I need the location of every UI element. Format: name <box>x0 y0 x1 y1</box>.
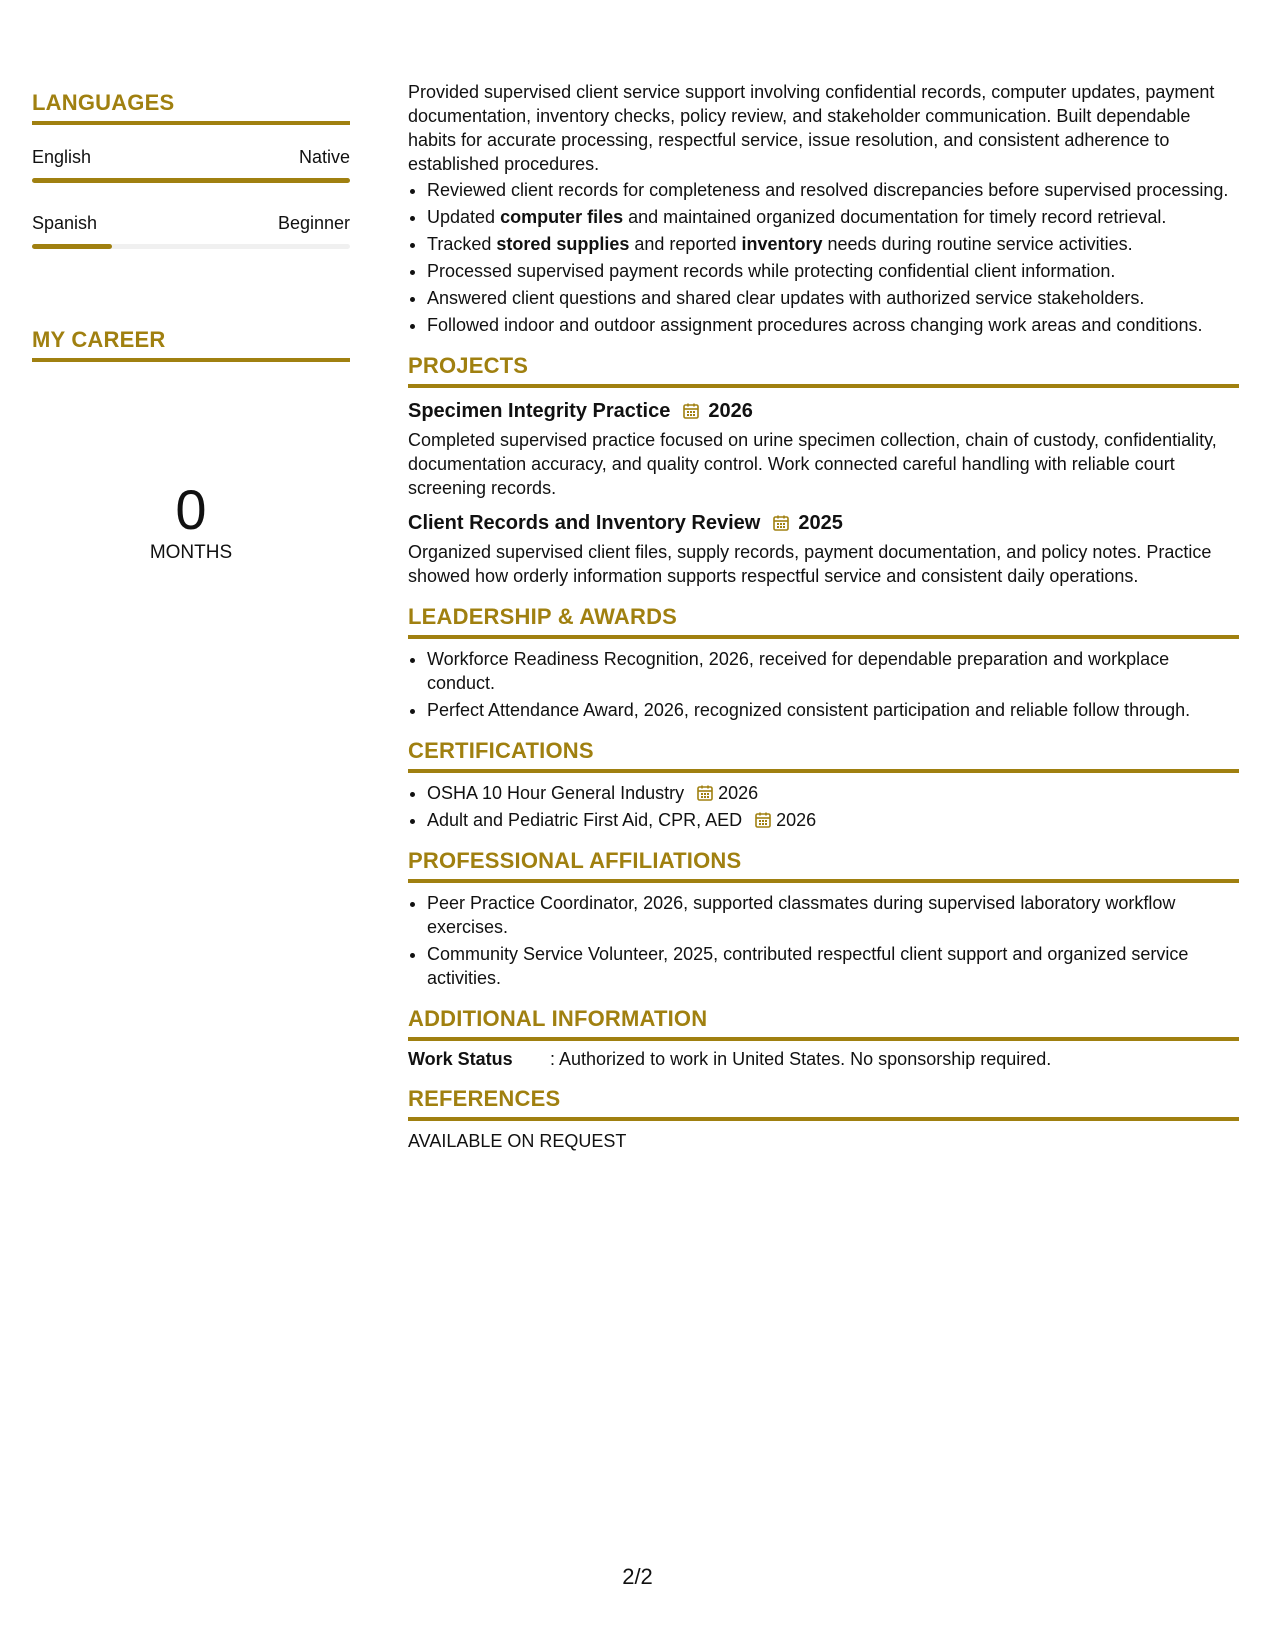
references-heading: REFERENCES <box>408 1086 1239 1121</box>
experience-summary: Provided supervised client service support involving confidential records, computer updates, payment documentation, inventory checks, policy review, and stakeholder communication. Built dependable habits for accurate processing, respectful service, issue resolution, and consistent adherence to established procedures. <box>408 82 1215 174</box>
work-status-value: : Authorized to work in United States. No sponsorship required. <box>550 1049 1052 1069</box>
text: Tracked <box>427 234 497 254</box>
certification-name: • Adult and Pediatric First Aid, CPR, AED <box>427 810 743 830</box>
calendar-icon <box>754 811 772 829</box>
list-item: • Workforce Readiness Recognition, 2026, received for dependable preparation and workplace conduct. <box>427 647 1239 695</box>
left-column <box>32 90 350 564</box>
project-name: Client Records and Inventory Review <box>408 512 761 534</box>
language-proficiency-bar <box>32 178 350 183</box>
additional-heading: ADDITIONAL INFORMATION <box>408 1006 1239 1041</box>
career-months-unit: MONTHS <box>149 542 233 563</box>
calendar-icon <box>696 784 714 802</box>
language-level: Native <box>298 147 350 167</box>
language-proficiency-bar <box>32 244 350 249</box>
leadership-heading: LEADERSHIP & AWARDS <box>408 604 1239 639</box>
project-header <box>408 510 1239 536</box>
affiliations-heading: PROFESSIONAL AFFILIATIONS <box>408 848 1239 883</box>
certifications-list <box>408 781 1239 832</box>
list-item: • Followed indoor and outdoor assignment procedures across changing work areas and conditions. <box>427 313 1239 337</box>
experience-bullets <box>408 178 1239 337</box>
references-section <box>408 1086 1239 1153</box>
text: needs during routine service activities. <box>822 234 1133 254</box>
leadership-list <box>408 647 1239 722</box>
text: and reported <box>629 234 742 254</box>
language-name: English <box>32 147 92 167</box>
list-item <box>427 205 1239 229</box>
list-item: • Peer Practice Coordinator, 2026, supported classmates during supervised laboratory workflow exercises. <box>427 891 1239 939</box>
keyword: inventory <box>741 234 823 254</box>
calendar-icon <box>772 514 790 532</box>
project-year: 2026 <box>708 400 753 422</box>
language-proficiency-fill <box>32 244 112 249</box>
project-year: 2025 <box>798 512 843 534</box>
calendar-icon <box>682 402 700 420</box>
project-name: Specimen Integrity Practice <box>408 400 671 422</box>
keyword: computer files <box>500 207 624 227</box>
list-item: • Answered client questions and shared clear updates with authorized service stakeholders. <box>427 286 1239 310</box>
language-proficiency-fill <box>32 178 350 183</box>
list-item: • Community Service Volunteer, 2025, contributed respectful client support and organized service activities. <box>427 942 1239 990</box>
references-text: AVAILABLE ON REQUEST <box>408 1131 627 1151</box>
list-item <box>427 808 1239 832</box>
certification-name: • OSHA 10 Hour General Industry <box>427 783 685 803</box>
text: and maintained organized documentation for timely record retrieval. <box>623 207 1167 227</box>
affiliations-list <box>408 891 1239 990</box>
language-name: Spanish <box>32 213 98 233</box>
project-description: Organized supervised client files, supply records, payment documentation, and policy notes. Practice showed how orderly information supports respectful service and consistent daily operations. <box>408 542 1212 586</box>
languages-heading: LANGUAGES <box>32 90 350 125</box>
certification-year: 2026 <box>718 783 759 803</box>
certifications-section <box>408 738 1239 832</box>
language-level: Beginner <box>277 213 350 233</box>
projects-section <box>408 353 1239 588</box>
career-heading: MY CAREER <box>32 327 350 362</box>
certification-year: 2026 <box>776 810 817 830</box>
certifications-heading: CERTIFICATIONS <box>408 738 1239 773</box>
right-column <box>408 80 1239 1153</box>
language-row-english <box>32 147 350 168</box>
project-description: Completed supervised practice focused on urine specimen collection, chain of custody, confidentiality, documentation accuracy, and quality control. Work connected careful handling with reliable court screening records. <box>408 430 1217 498</box>
project-header <box>408 398 1239 424</box>
keyword: stored supplies <box>496 234 630 254</box>
list-item <box>427 781 1239 805</box>
projects-heading: PROJECTS <box>408 353 1239 388</box>
career-months-value: 0 <box>175 478 207 541</box>
list-item <box>427 232 1239 256</box>
affiliations-section <box>408 848 1239 990</box>
list-item: • Reviewed client records for completeness and resolved discrepancies before supervised processing. <box>427 178 1239 202</box>
list-item: • Perfect Attendance Award, 2026, recognized consistent participation and reliable follow through. <box>427 698 1239 722</box>
work-status-row <box>408 1049 1239 1070</box>
additional-section <box>408 1006 1239 1070</box>
page-number: 2/2 <box>622 1564 653 1589</box>
language-row-spanish <box>32 213 350 234</box>
work-status-label: Work Status <box>408 1049 513 1069</box>
text: Updated <box>427 207 501 227</box>
list-item: • Processed supervised payment records while protecting confidential client information. <box>427 259 1239 283</box>
leadership-section <box>408 604 1239 722</box>
